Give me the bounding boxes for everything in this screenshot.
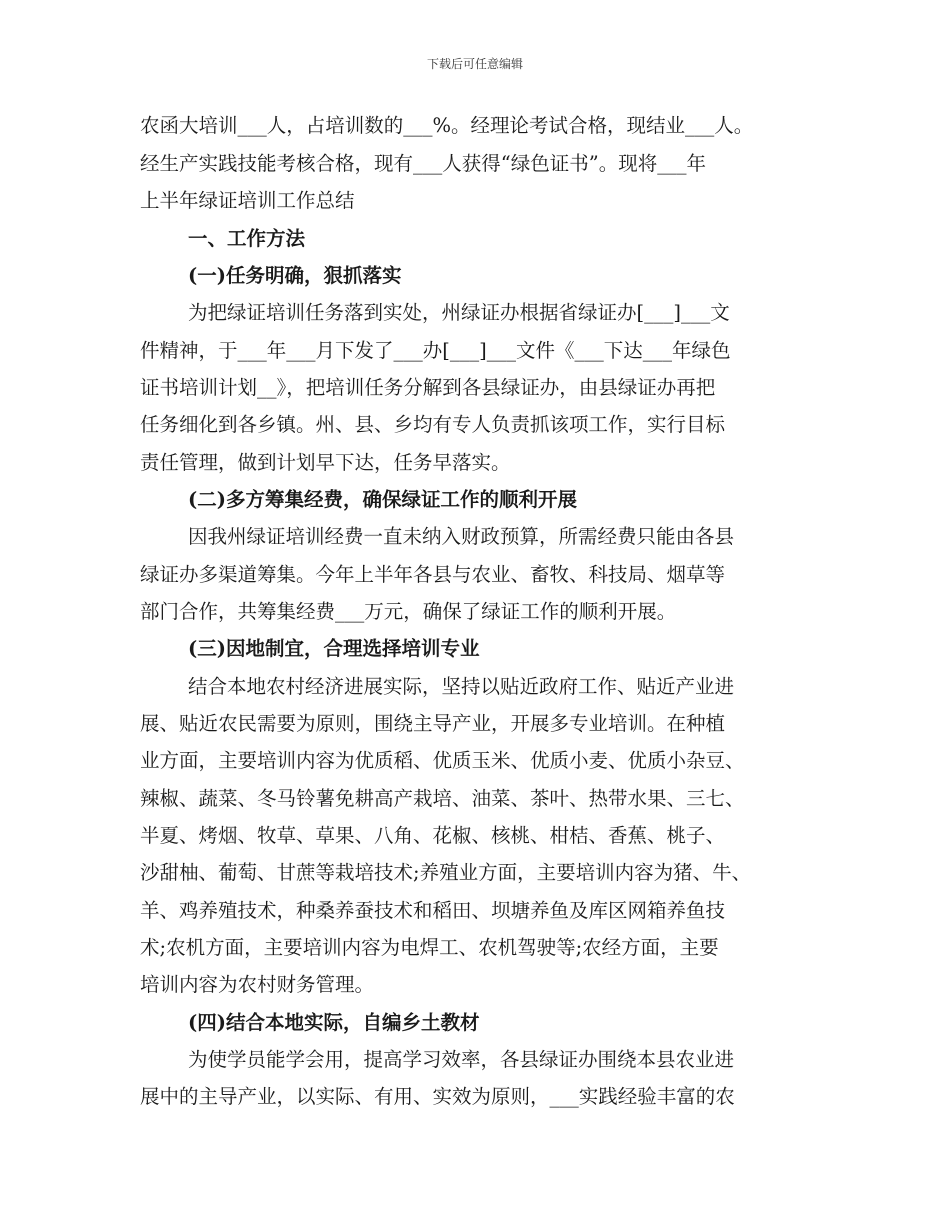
body-line: 因我州绿证培训经费一直未纳入财政预算，所需经费只能由各县 bbox=[188, 525, 735, 548]
body-line: 责任管理，做到计划早下达，任务早落实。 bbox=[140, 451, 511, 474]
body-line: 证书培训计划__》，把培训任务分解到各县绿证办，由县绿证办再把 bbox=[140, 376, 716, 399]
body-line: 上半年绿证培训工作总结 bbox=[140, 189, 355, 212]
body-line: 羊、鸡养殖技术，种桑养蚕技术和稻田、坝塘养鱼及库区网箱养鱼技 bbox=[140, 899, 726, 922]
body-line: 为使学员能学会用，提高学习效率，各县绿证办围绕本县农业进 bbox=[188, 1048, 735, 1071]
body-line: 为把绿证培训任务落到实处，州绿证办根据省绿证办[___]___文 bbox=[188, 301, 730, 324]
body-line: 沙甜柚、葡萄、甘蔗等栽培技术;养殖业方面，主要培训内容为猪、牛、 bbox=[140, 861, 752, 884]
body-line: 任务细化到各乡镇。州、县、乡均有专人负责抓该项工作，实行目标 bbox=[140, 413, 726, 436]
subheading: (四)结合本地实际，自编乡土教材 bbox=[188, 1011, 480, 1034]
body-line: 经生产实践技能考核合格，现有___人获得“绿色证书”。现将___年 bbox=[140, 152, 706, 175]
body-line: 辣椒、蔬菜、冬马铃薯免耕高产栽培、油菜、茶叶、热带水果、三七、 bbox=[140, 787, 745, 810]
body-line: 绿证办多渠道筹集。今年上半年各县与农业、畜牧、科技局、烟草等 bbox=[140, 563, 726, 586]
body-line: 培训内容为农村财务管理。 bbox=[140, 973, 375, 996]
body-line: 术;农机方面，主要培训内容为电焊工、农机驾驶等;农经方面，主要 bbox=[140, 936, 719, 959]
body-line: 展、贴近农民需要为原则，围绕主导产业，开展多专业培训。在种植 bbox=[140, 712, 726, 735]
subheading: (三)因地制宜，合理选择培训专业 bbox=[188, 637, 480, 660]
subheading: (二)多方筹集经费，确保绿证工作的顺利开展 bbox=[188, 488, 577, 511]
body-line: 展中的主导产业，以实际、有用、实效为原则，___实践经验丰富的农 bbox=[140, 1085, 735, 1108]
subheading: (一)任务明确，狠抓落实 bbox=[188, 264, 402, 287]
body-line: 农函大培训___人，占培训数的___%。经理论考试合格，现结业___人。 bbox=[140, 114, 754, 137]
body-line: 业方面，主要培训内容为优质稻、优质玉米、优质小麦、优质小杂豆、 bbox=[140, 749, 745, 772]
body-line: 件精神，于___年___月下发了___办[___]___文件《___下达___年绿色 bbox=[140, 339, 731, 362]
section-heading: 一、工作方法 bbox=[188, 227, 306, 250]
body-line: 结合本地农村经济进展实际，坚持以贴近政府工作、贴近产业进 bbox=[188, 675, 735, 698]
body-line: 半夏、烤烟、牧草、草果、八角、花椒、核桃、柑桔、香蕉、桃子、 bbox=[140, 824, 726, 847]
page-header: 下载后可任意编辑 bbox=[426, 57, 523, 71]
body-line: 部门合作，共筹集经费___万元，确保了绿证工作的顺利开展。 bbox=[140, 600, 677, 623]
